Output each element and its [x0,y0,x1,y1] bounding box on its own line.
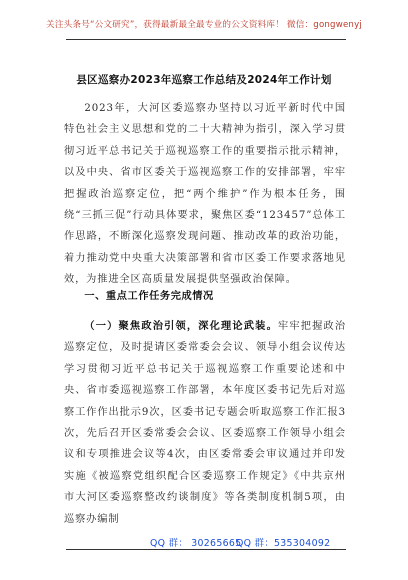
subsection-lead: （一）聚焦政治引领，深化理论武装。 [84,320,278,332]
header-banner: 关注头条号“公文研究”，获得最新最全最专业的公文资料库！ 微信：gongwenyj [46,20,362,30]
subsection-paragraph [64,316,346,530]
document-title: 县区巡察办2023年巡察工作总结及2024年工作计划 [76,74,332,86]
footer-qq-group-2: QQ 群：535304092 [236,538,331,549]
footer-qq-group-1: QQ 群： 30265665 [150,538,242,549]
header-divider [66,39,346,40]
section-heading: 一、重点工作任务完成情况 [84,291,214,302]
footer-divider [66,549,346,550]
intro-paragraph: 2023年，大河区委巡察办坚持以习近平新时代中国特色社会主义思想和党的二十大精神为指引，深入学习贯彻习近平总书记关于巡视巡察工作的重要指示批示精神，以及中央、省市区委关于巡视巡察工作的安排部署，牢牢把握政治巡察定位，把“两个维护”作为根本任务，围绕“三抓三促”行动具体要求，聚焦区委“123457”总体工作思路，不断深化巡察发现问题、推动改革的政治功能，着力推动党中央重大决策部署和省市区委工作要求落地见效，为推进全区高质量发展提供坚强政治保障。 [64,103,346,286]
subsection-body: 牢牢把握政治巡察定位，及时提请区委常委会会议、领导小组会议传达学习贯彻习近平总书记关于巡视巡察工作重要论述和中央、省市委巡视巡察工作部署，本年度区委书记先后对巡察工作作出批示9次，区委书记专题会听取巡察工作汇报3次，先后召开区委常委会会议、区委巡察工作领导小组会议和专项推进会议等4次，由区委常委会审议通过并印发实施《被巡察党组织配合区委巡察工作规定》《中共京州市大河区委巡察整改约谈制度》等各类制度机制5项，由巡察办编制 [64,321,346,525]
